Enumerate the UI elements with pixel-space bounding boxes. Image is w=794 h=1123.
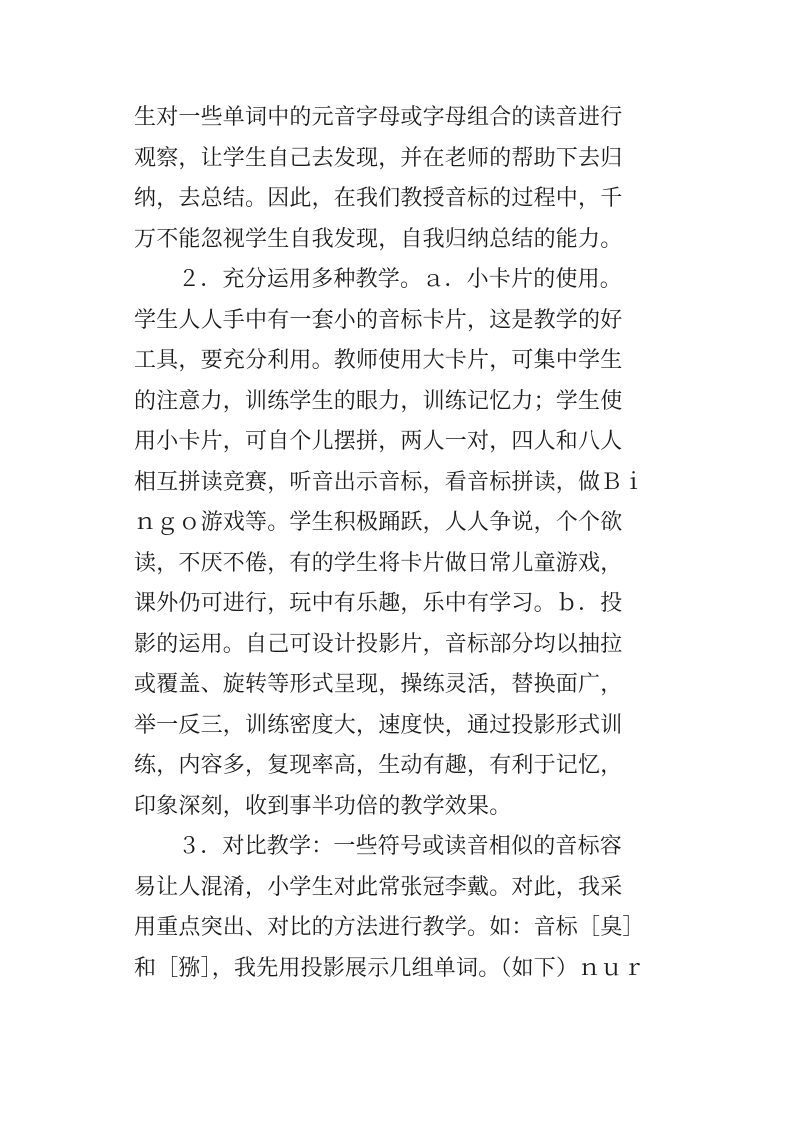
text-line: 纳，去总结。因此，在我们教授音标的过程中，千 [134, 186, 623, 211]
text-line: 或覆盖、旋转等形式呈现，操练灵活，替换面广， [134, 672, 623, 697]
text-line: 万不能忽视学生自我发现，自我归纳总结的能力。 [134, 226, 623, 252]
text-line: 和［猕］，我先用投影展示几组单词。（如下）ｎｕｒ [134, 955, 645, 981]
text-line: 影的运用。自己可设计投影片，音标部分均以抽拉 [134, 631, 623, 657]
text-line: 生对一些单词中的元音字母或字母组合的读音进行 [134, 105, 623, 130]
text-line: 工具，要充分利用。教师使用大卡片，可集中学生 [134, 348, 623, 373]
text-line: 相互拼读竞赛，听音出示音标，看音标拼读，做Ｂｉ [134, 469, 645, 495]
text-line: ｎｇｏ游戏等。学生积极踊跃，人人争说，个个欲 [134, 510, 623, 535]
text-line: 学生人人手中有一套小的音标卡片，这是教学的好 [134, 307, 623, 333]
text-line: 印象深刻，收到事半功倍的教学效果。 [134, 793, 512, 819]
text-line: 用重点突出、对比的方法进行教学。如：音标［臭］ [134, 915, 645, 940]
text-line: 易让人混淆，小学生对此常张冠李戴。对此，我采 [134, 874, 623, 900]
text-line: 的注意力，训练学生的眼力，训练记忆力；学生使 [134, 388, 623, 414]
text-line: 举一反三，训练密度大，速度快，通过投影形式训 [134, 712, 623, 738]
text-line: 观察，让学生自己去发现，并在老师的帮助下去归 [134, 145, 623, 171]
text-line: 练，内容多，复现率高，生动有趣，有利于记忆， [134, 753, 623, 778]
text-line: 读，不厌不倦，有的学生将卡片做日常儿童游戏， [134, 550, 623, 576]
body-text [134, 98, 679, 989]
paragraph-3-start: ３．对比教学：一些符号或读音相似的音标容 [178, 834, 623, 859]
paragraph-2-start: ２．充分运用多种教学。ａ．小卡片的使用。 [178, 267, 623, 292]
text-line: 课外仍可进行，玩中有乐趣，乐中有学习。ｂ．投 [134, 591, 623, 616]
text-line: 用小卡片，可自个儿摆拼，两人一对，四人和八人 [134, 429, 623, 454]
